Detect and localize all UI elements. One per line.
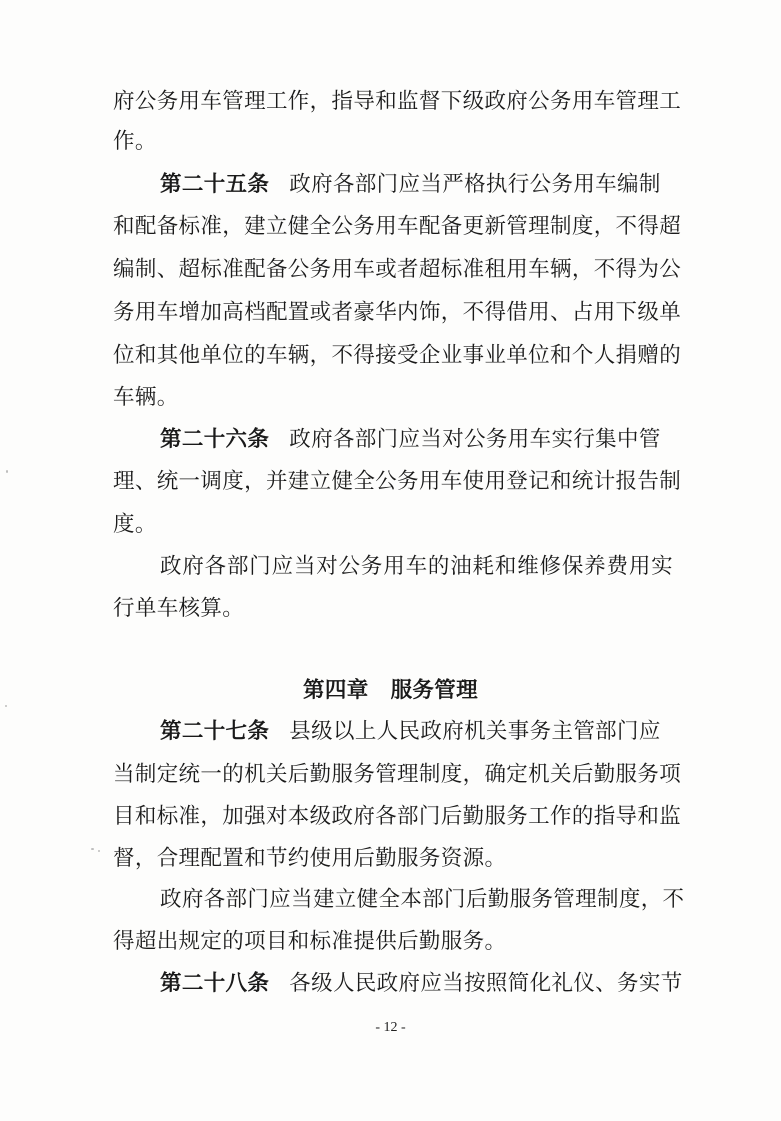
text-line: 得超出规定的项目和标准提供后勤服务。 [113, 929, 507, 954]
text-line: 行单车核算。 [113, 596, 245, 621]
text-line: 车辆。 [113, 385, 179, 410]
article-number: 第二十七条 [160, 719, 270, 744]
text-line: 编制、超标准配备公务用车或者超标准租用车辆，不得为公 [113, 257, 682, 282]
text-line: 度。 [113, 512, 157, 537]
text-line: 督，合理配置和节约使用后勤服务资源。 [113, 846, 507, 871]
text-line: 务用车增加高档配置或者豪华内饰，不得借用、占用下级单 [113, 300, 682, 325]
article-number: 第二十八条 [160, 971, 270, 996]
text-line: 和配备标准，建立健全公务用车配备更新管理制度，不得超 [113, 214, 682, 239]
text-line: 政府各部门应当对公务用车实行集中管 [289, 427, 661, 452]
text-line: 各级人民政府应当按照简化礼仪、务实节 [289, 971, 683, 996]
text-line: 政府各部门应当建立健全本部门后勤服务管理制度，不 [160, 887, 685, 912]
text-line: 府公务用车管理工作，指导和监督下级政府公务用车管理工 [113, 89, 682, 114]
chapter-number: 第四章 [303, 678, 369, 703]
text-line: 政府各部门应当严格执行公务用车编制 [289, 172, 661, 197]
text-line: 理、统一调度，并建立健全公务用车使用登记和统计报告制 [113, 469, 682, 494]
article-25-first-line [160, 170, 673, 200]
article-number: 第二十五条 [160, 172, 270, 197]
text-line: 位和其他单位的车辆，不得接受企业事业单位和个人捐赠的 [113, 343, 682, 368]
chapter-title: 服务管理 [390, 678, 478, 703]
text-line: 目和标准，加强对本级政府各部门后勤服务工作的指导和监 [113, 804, 682, 829]
chapter-heading [0, 676, 781, 706]
article-number: 第二十六条 [160, 427, 270, 452]
scan-speck [91, 848, 94, 850]
text-line: 政府各部门应当对公务用车的油耗和维修保养费用实 [160, 554, 673, 579]
text-line: 县级以上人民政府机关事务主管部门应 [289, 719, 661, 744]
page-number: - 12 - [375, 1020, 406, 1035]
scan-speck [6, 470, 8, 473]
text-line: 当制定统一的机关后勤服务管理制度，确定机关后勤服务项 [113, 762, 682, 787]
article-26-first-line [160, 425, 673, 455]
scan-speck [98, 850, 100, 852]
article-27-first-line [160, 717, 673, 747]
scan-speck [5, 705, 7, 707]
article-28-first-line [160, 969, 683, 999]
text-line: 作。 [113, 129, 157, 154]
